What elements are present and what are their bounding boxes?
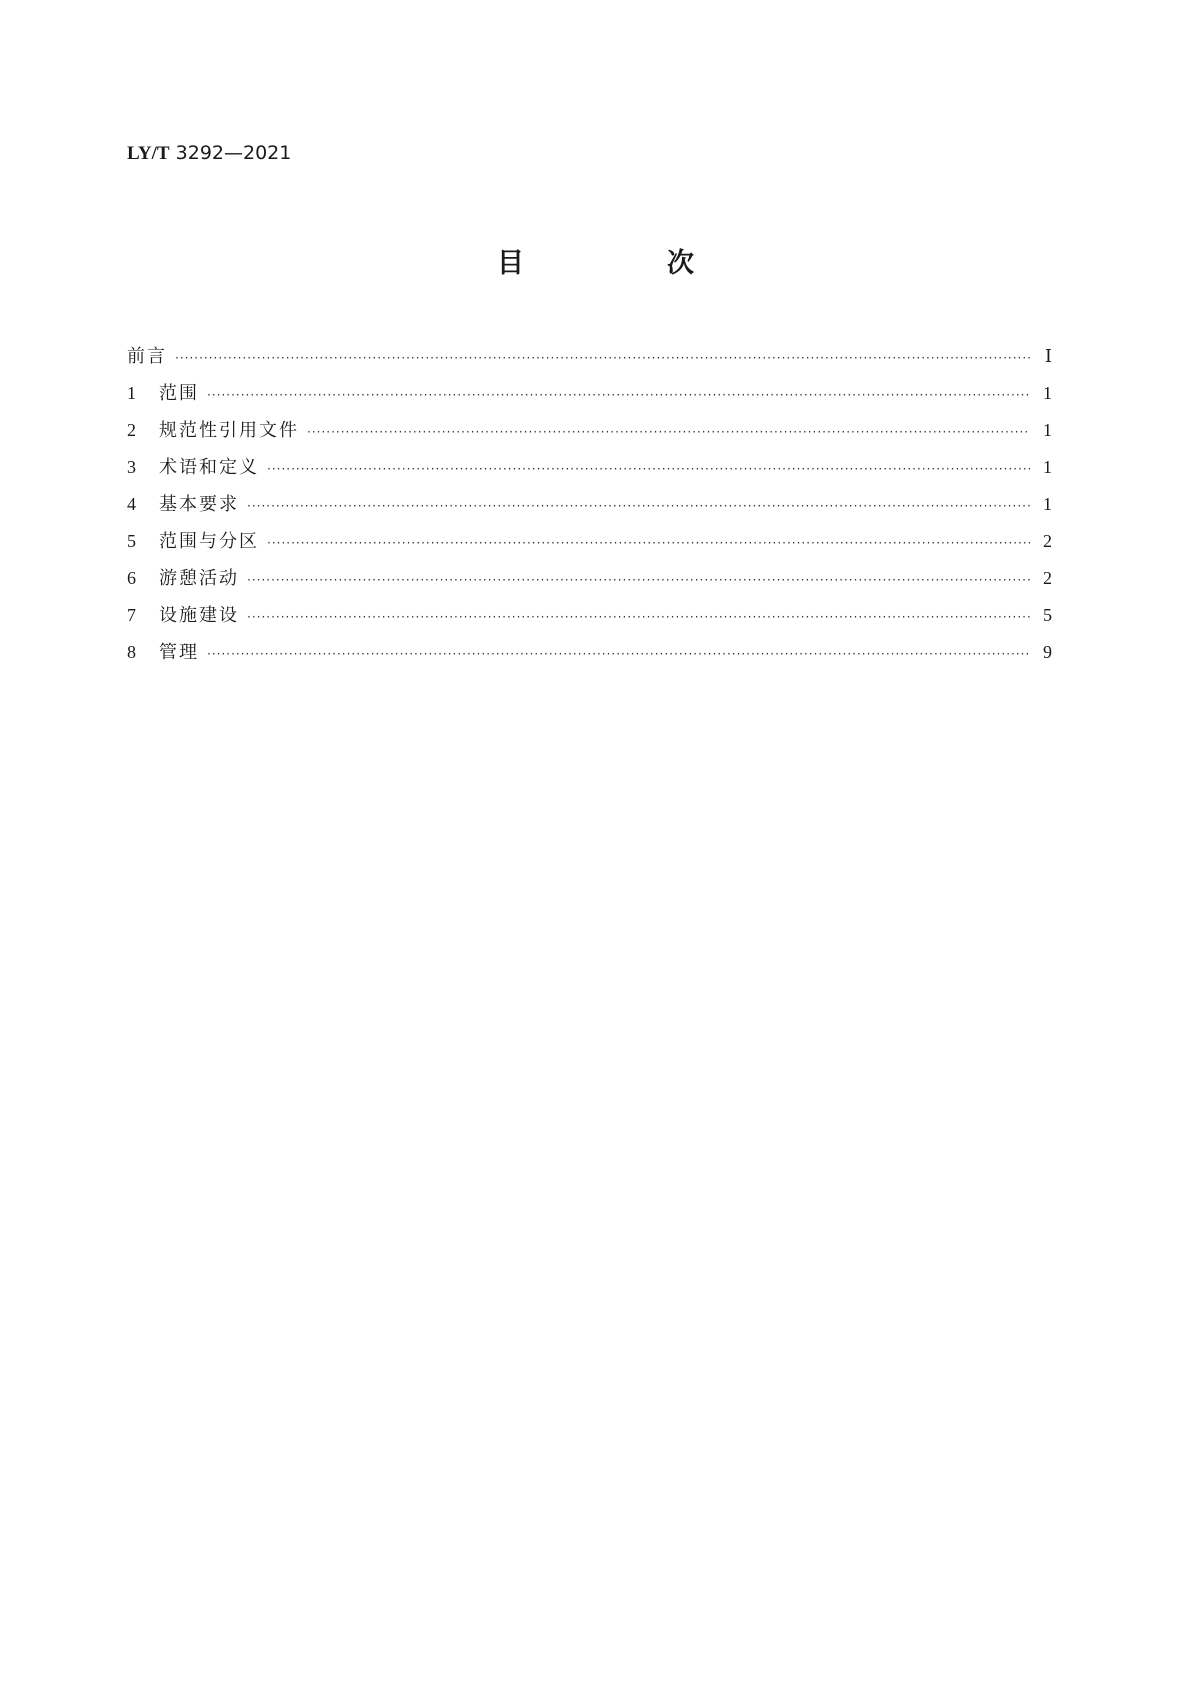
toc-entry-number: 3 bbox=[127, 457, 136, 477]
toc-entry-page: 2 bbox=[1043, 568, 1052, 588]
toc-entry-number: 5 bbox=[127, 531, 136, 551]
toc-entry-basic-requirements[interactable] bbox=[127, 486, 1052, 523]
toc-entry-page: 2 bbox=[1043, 531, 1052, 551]
toc-entry-page: 1 bbox=[1043, 420, 1052, 440]
toc-entry-facility-construction[interactable] bbox=[127, 597, 1052, 634]
standard-code bbox=[127, 140, 291, 167]
toc-dot-leader bbox=[267, 451, 1030, 488]
toc-entry-page: 1 bbox=[1043, 494, 1052, 514]
toc-entry-scope[interactable] bbox=[127, 375, 1052, 412]
toc-entry-label: 范围 bbox=[159, 383, 199, 404]
toc-entry-terms-definitions[interactable] bbox=[127, 449, 1052, 486]
toc-entry-normative-references[interactable] bbox=[127, 412, 1052, 449]
toc-entry-page: 5 bbox=[1043, 605, 1052, 625]
toc-dot-leader bbox=[207, 377, 1030, 414]
toc-entry-number: 8 bbox=[127, 642, 136, 662]
toc-entry-label: 基本要求 bbox=[159, 494, 239, 515]
toc-entry-page: 1 bbox=[1043, 383, 1052, 403]
standard-code-prefix: LY/T bbox=[127, 143, 170, 164]
toc-entry-label: 术语和定义 bbox=[159, 457, 259, 478]
toc-entry-label: 设施建设 bbox=[159, 605, 239, 626]
toc-entry-page: Ⅰ bbox=[1044, 346, 1052, 366]
toc-entry-page: 9 bbox=[1043, 642, 1052, 662]
toc-dot-leader bbox=[247, 488, 1030, 525]
toc-dot-leader bbox=[175, 340, 1030, 377]
toc-entry-label: 管理 bbox=[159, 642, 199, 663]
toc-entry-management[interactable] bbox=[127, 634, 1052, 671]
toc-dot-leader bbox=[247, 599, 1030, 636]
toc-entry-scope-zoning[interactable] bbox=[127, 523, 1052, 560]
toc-entry-number: 4 bbox=[127, 494, 136, 514]
toc-entry-number: 6 bbox=[127, 568, 136, 588]
toc-title: 目 次 bbox=[497, 248, 752, 279]
toc-entry-recreation-activities[interactable] bbox=[127, 560, 1052, 597]
toc-dot-leader bbox=[267, 525, 1030, 562]
toc-entry-label: 范围与分区 bbox=[159, 531, 259, 552]
toc-dot-leader bbox=[207, 636, 1030, 673]
toc-entry-label: 游憩活动 bbox=[159, 568, 239, 589]
standard-code-number: 3292—2021 bbox=[175, 142, 292, 164]
toc-entry-foreword[interactable] bbox=[127, 338, 1052, 375]
toc-dot-leader bbox=[307, 414, 1030, 451]
toc-entry-number: 7 bbox=[127, 605, 136, 625]
toc-entry-page: 1 bbox=[1043, 457, 1052, 477]
toc-entry-number: 1 bbox=[127, 383, 136, 403]
table-of-contents bbox=[127, 338, 1052, 671]
toc-entry-label: 前言 bbox=[127, 346, 167, 367]
toc-dot-leader bbox=[247, 562, 1030, 599]
toc-entry-number: 2 bbox=[127, 420, 136, 440]
toc-entry-label: 规范性引用文件 bbox=[159, 420, 299, 441]
